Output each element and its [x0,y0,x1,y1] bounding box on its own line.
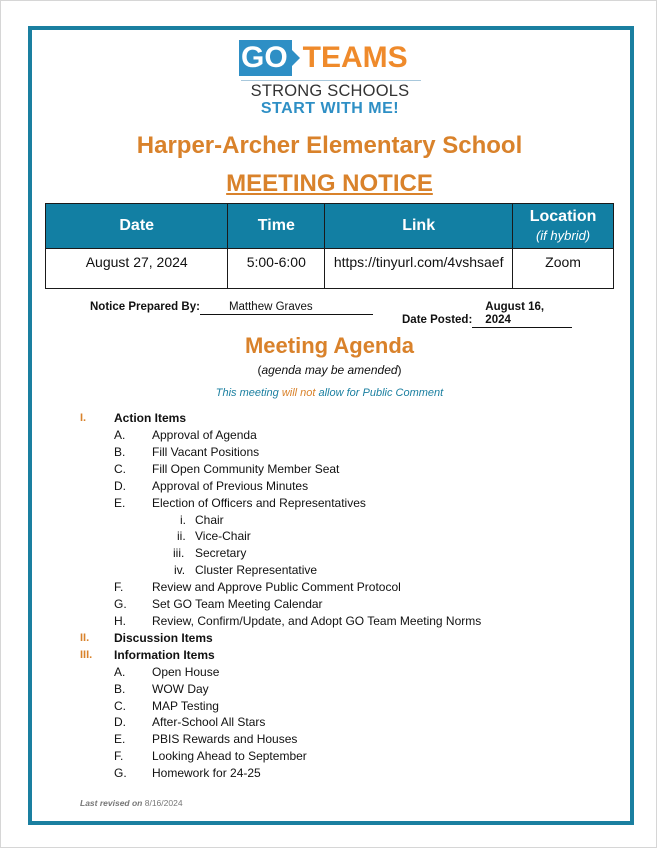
prepared-by-value: Matthew Graves [200,301,373,315]
public-comment-emphasis: will not [281,387,316,399]
item-letter: A. [114,428,126,442]
public-comment-after: allow for Public Comment [315,387,444,399]
public-comment-before: This meeting [215,387,282,399]
meeting-details-table [45,203,614,289]
list-item: Homework for 24-25 [152,766,261,780]
item-letter: D. [114,479,126,493]
list-item: Approval of Agenda [152,428,257,442]
item-letter: H. [114,614,126,628]
prepared-by-label: Notice Prepared By: [90,301,200,313]
logo-divider [241,80,421,81]
logo-teams: TEAMS [302,41,408,74]
go-teams-logo [239,39,421,119]
item-letter: A. [114,665,126,679]
item-letter: C. [114,462,126,476]
table-row [46,249,614,289]
subitem-numeral: ii. [177,529,186,543]
logo-wordmark [239,39,408,77]
meeting-date: August 27, 2024 [46,249,228,289]
list-item: Election of Officers and Representatives [152,496,366,510]
list-subitem: Chair [195,513,224,527]
list-item: Fill Vacant Positions [152,445,260,459]
agenda-amend-note [1,363,657,377]
list-item: MAP Testing [152,699,219,713]
date-posted-value: August 16, 2024 [472,301,572,328]
col-header-date: Date [46,204,228,249]
item-letter: F. [114,580,124,594]
list-subitem: Cluster Representative [195,563,318,577]
agenda-title: Meeting Agenda [244,333,415,358]
list-item: Open House [152,665,220,679]
meeting-time: 5:00-6:00 [228,249,325,289]
list-item: Fill Open Community Member Seat [152,462,340,476]
subitem-numeral: iv. [174,563,186,577]
col-header-location [513,204,614,249]
subitem-numeral: i. [180,513,186,527]
logo-tagline-2: START WITH ME! [260,100,400,117]
section-numeral: II. [80,632,90,644]
last-revised-date: 8/16/2024 [144,798,183,808]
subitem-numeral: iii. [173,546,185,560]
item-letter: D. [114,715,126,729]
logo-go: GO [239,40,292,76]
list-item: WOW Day [152,682,209,696]
last-revised [80,798,183,808]
table-header-row [46,204,614,249]
list-item: Approval of Previous Minutes [152,479,309,493]
item-letter: E. [114,496,126,510]
item-letter: C. [114,699,126,713]
item-letter: G. [114,597,127,611]
list-subitem: Vice-Chair [195,529,251,543]
notice-title: MEETING NOTICE [226,170,433,197]
item-letter: B. [114,682,126,696]
section-numeral: I. [80,412,87,424]
list-item: Review and Approve Public Comment Protocol [152,580,401,594]
location-sublabel: (if hybrid) [535,228,591,243]
list-item: Review, Confirm/Update, and Adopt GO Team Meeting Norms [152,614,482,628]
school-name: Harper-Archer Elementary School [136,132,523,159]
section-numeral: III. [80,649,93,661]
amend-open-paren: ( [257,363,262,377]
list-item: Looking Ahead to September [152,749,307,763]
item-letter: B. [114,445,126,459]
meeting-link[interactable]: https://tinyurl.com/4vshsaef [325,249,513,289]
location-label: Location [529,208,597,225]
last-revised-label: Last revised on [80,798,143,808]
item-letter: G. [114,766,127,780]
list-subitem: Secretary [195,546,247,560]
logo-tagline-1: STRONG SCHOOLS [250,82,410,100]
section-title-information-items: Information Items [114,648,215,662]
item-letter: F. [114,749,124,763]
prepared-by [90,301,373,315]
item-letter: E. [114,732,126,746]
section-title-action-items: Action Items [114,411,187,425]
amend-text: agenda may be amended [261,363,398,377]
section-title-discussion-items: Discussion Items [114,631,213,645]
col-header-time: Time [228,204,325,249]
meeting-location: Zoom [513,249,614,289]
amend-close-paren: ) [397,363,402,377]
list-item: After-School All Stars [152,715,266,729]
date-posted-label: Date Posted: [402,314,473,326]
col-header-link: Link [325,204,513,249]
list-item: Set GO Team Meeting Calendar [152,597,323,611]
date-posted [402,301,572,328]
list-item: PBIS Rewards and Houses [152,732,298,746]
public-comment-note [1,387,657,399]
